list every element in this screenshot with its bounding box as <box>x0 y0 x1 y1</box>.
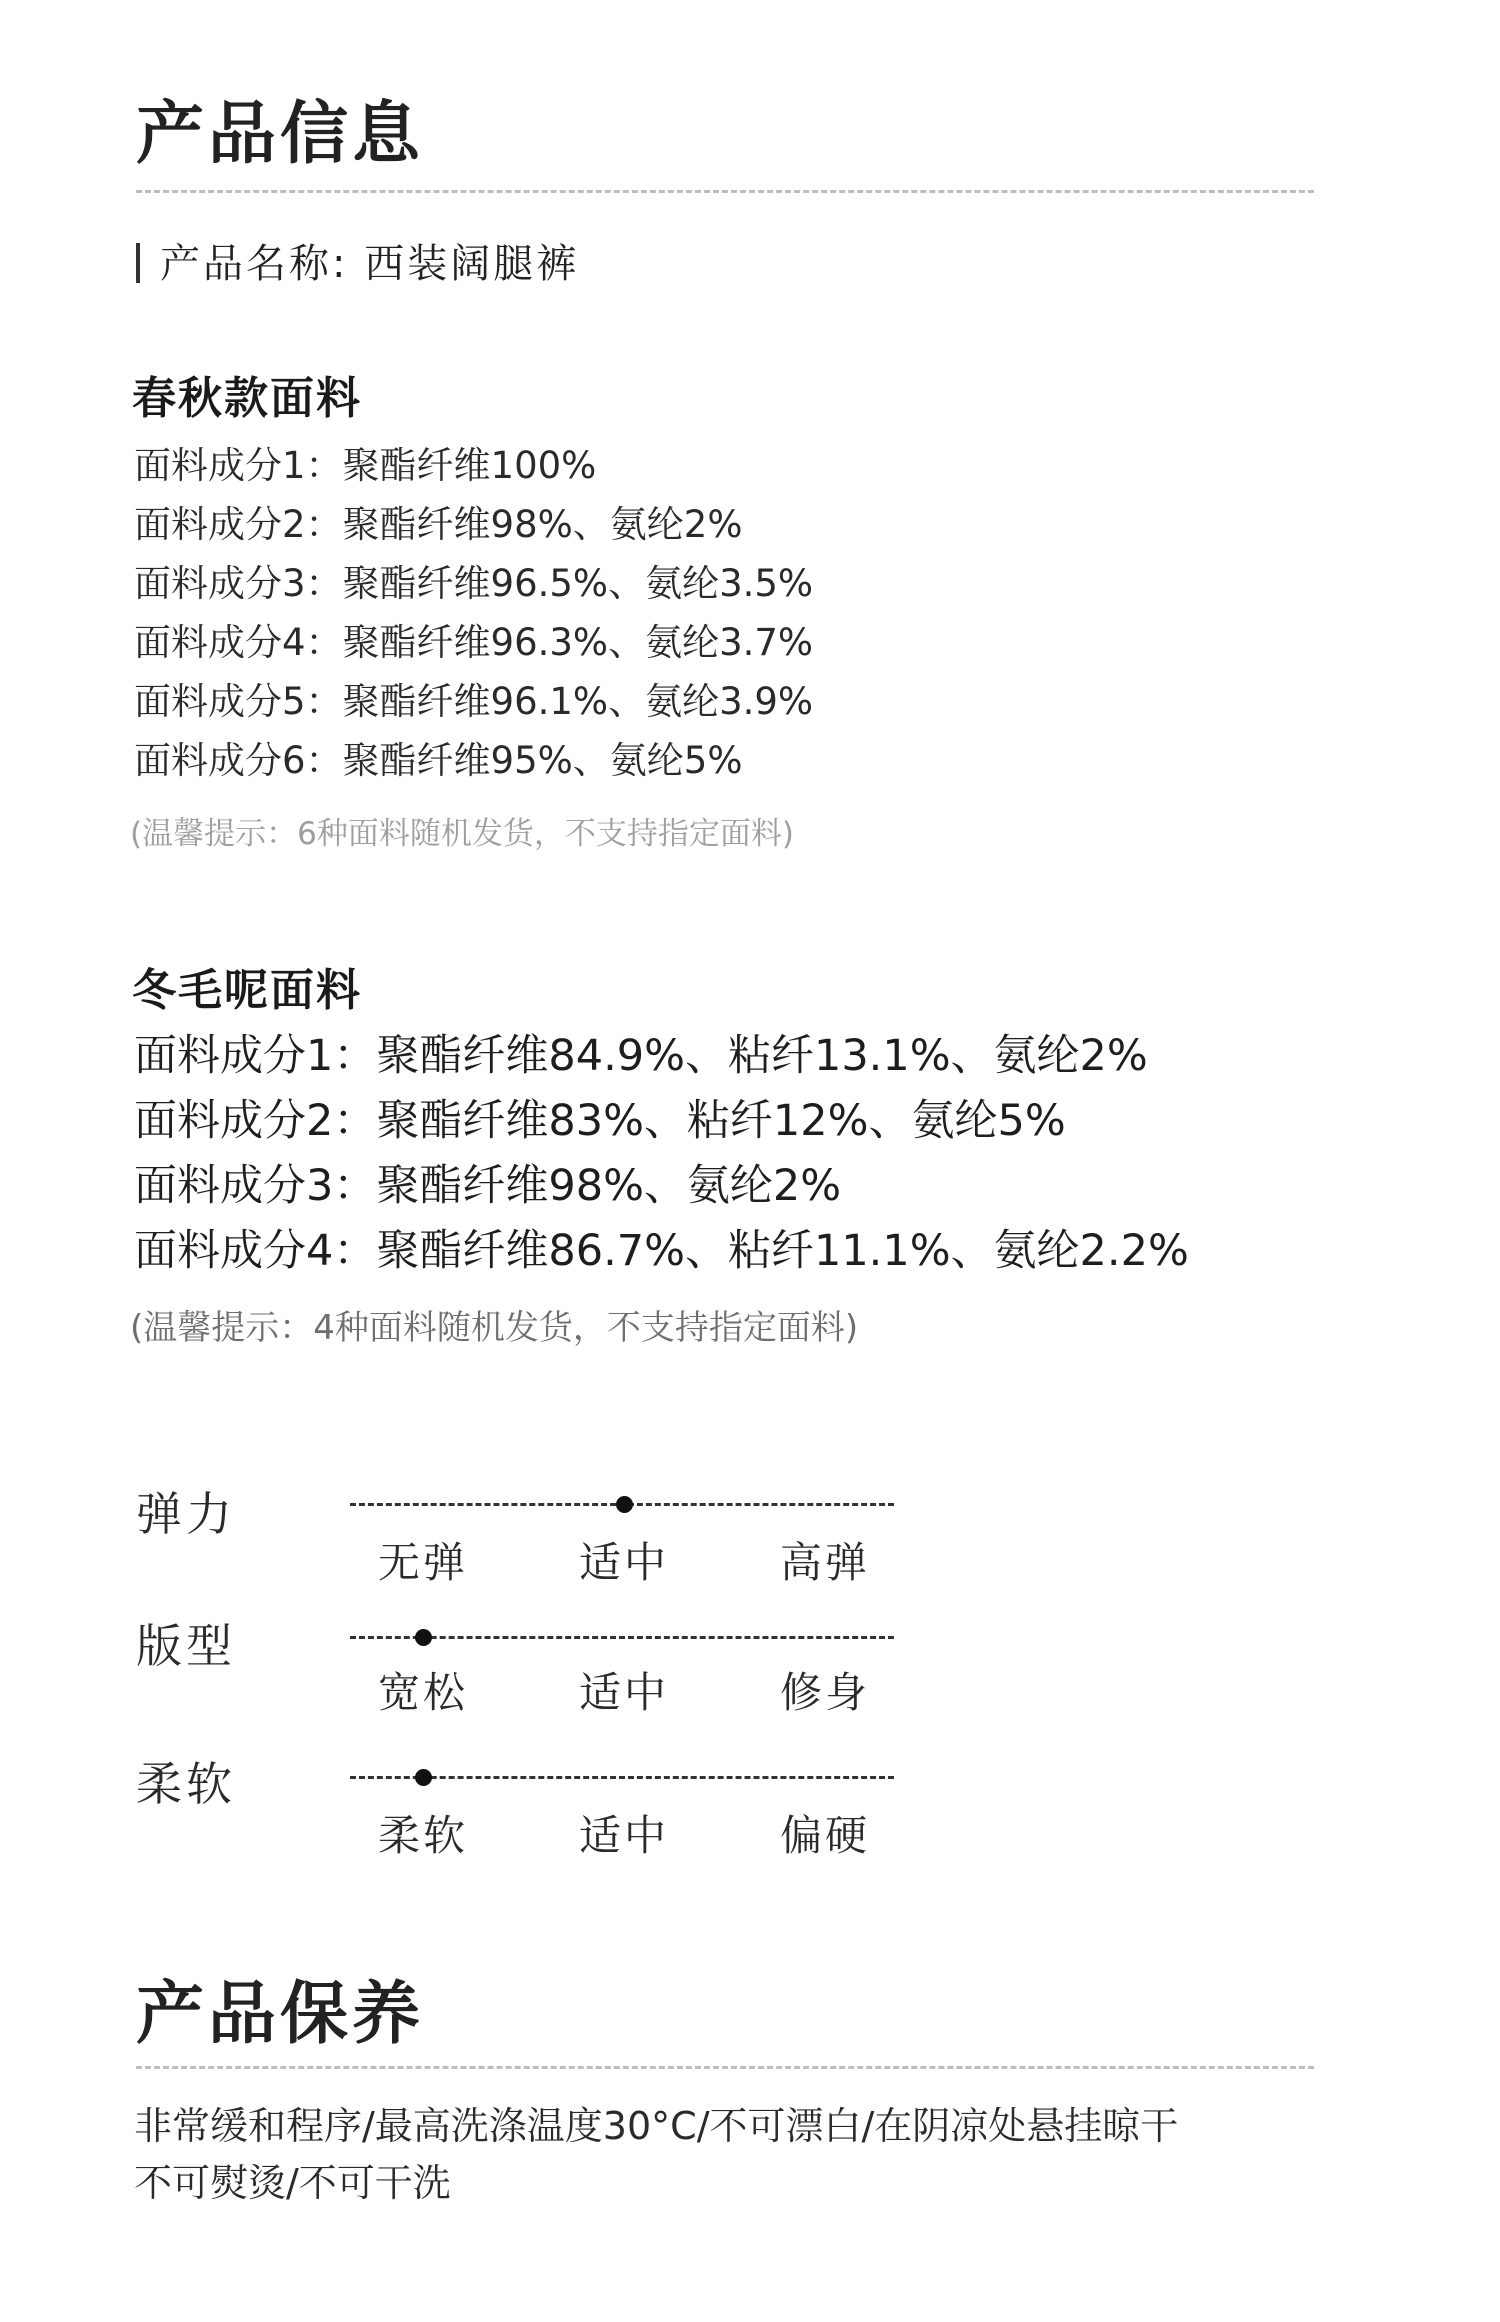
winter-tip: (温馨提示：4种面料随机发货，不支持指定面料) <box>130 1308 859 1348</box>
winter-composition-list <box>134 1024 1189 1284</box>
care-instructions <box>134 2098 1178 2212</box>
product-info-heading: 产品信息 <box>136 95 425 174</box>
winter-fabric-title: 冬毛呢面料 <box>132 965 362 1016</box>
composition-item: 面料成分1：聚酯纤维100% <box>134 444 597 487</box>
spring-autumn-fabric-title: 春秋款面料 <box>132 373 362 424</box>
fit-indicator <box>415 1629 432 1646</box>
fit-tick: 修身 <box>779 1668 871 1717</box>
softness-tick: 柔软 <box>377 1811 469 1860</box>
product-name-value: 西装阔腿裤 <box>364 241 580 287</box>
softness-tick: 偏硬 <box>779 1811 871 1860</box>
elasticity-indicator <box>616 1496 633 1513</box>
composition-item: 面料成分1：聚酯纤维84.9%、粘纤13.1%、氨纶2% <box>134 1031 1148 1081</box>
elasticity-tick: 适中 <box>578 1538 670 1587</box>
care-line: 非常缓和程序/最高洗涤温度30°C/不可漂白/在阴凉处悬挂晾干 <box>134 2104 1179 2148</box>
elasticity-tick: 高弹 <box>779 1538 871 1587</box>
fit-label: 版型 <box>136 1619 236 1673</box>
section-divider <box>136 190 1314 193</box>
composition-item: 面料成分2：聚酯纤维98%、氨纶2% <box>134 503 743 546</box>
softness-indicator <box>415 1769 432 1786</box>
fit-tick: 宽松 <box>377 1668 469 1717</box>
composition-item: 面料成分2：聚酯纤维83%、粘纤12%、氨纶5% <box>134 1096 1066 1146</box>
fit-tick: 适中 <box>578 1668 670 1717</box>
composition-item: 面料成分6：聚酯纤维95%、氨纶5% <box>134 739 743 782</box>
spring-autumn-composition-list <box>134 436 813 790</box>
spring-autumn-tip: (温馨提示：6种面料随机发货，不支持指定面料) <box>130 816 794 852</box>
composition-item: 面料成分5：聚酯纤维96.1%、氨纶3.9% <box>134 680 814 723</box>
elasticity-label: 弹力 <box>136 1487 236 1541</box>
composition-item: 面料成分4：聚酯纤维86.7%、粘纤11.1%、氨纶2.2% <box>134 1226 1189 1276</box>
product-care-heading: 产品保养 <box>136 1975 425 2054</box>
elasticity-tick: 无弹 <box>377 1538 469 1587</box>
composition-item: 面料成分4：聚酯纤维96.3%、氨纶3.7% <box>134 621 814 664</box>
care-line: 不可熨烫/不可干洗 <box>134 2161 451 2205</box>
name-accent-bar <box>136 243 140 283</box>
softness-tick: 适中 <box>578 1811 670 1860</box>
section-divider <box>136 2066 1314 2069</box>
composition-item: 面料成分3：聚酯纤维98%、氨纶2% <box>134 1161 842 1211</box>
product-name-row <box>136 232 579 289</box>
softness-label: 柔软 <box>136 1757 236 1811</box>
product-name-label: 产品名称: <box>160 241 365 287</box>
composition-item: 面料成分3：聚酯纤维96.5%、氨纶3.5% <box>134 562 814 605</box>
